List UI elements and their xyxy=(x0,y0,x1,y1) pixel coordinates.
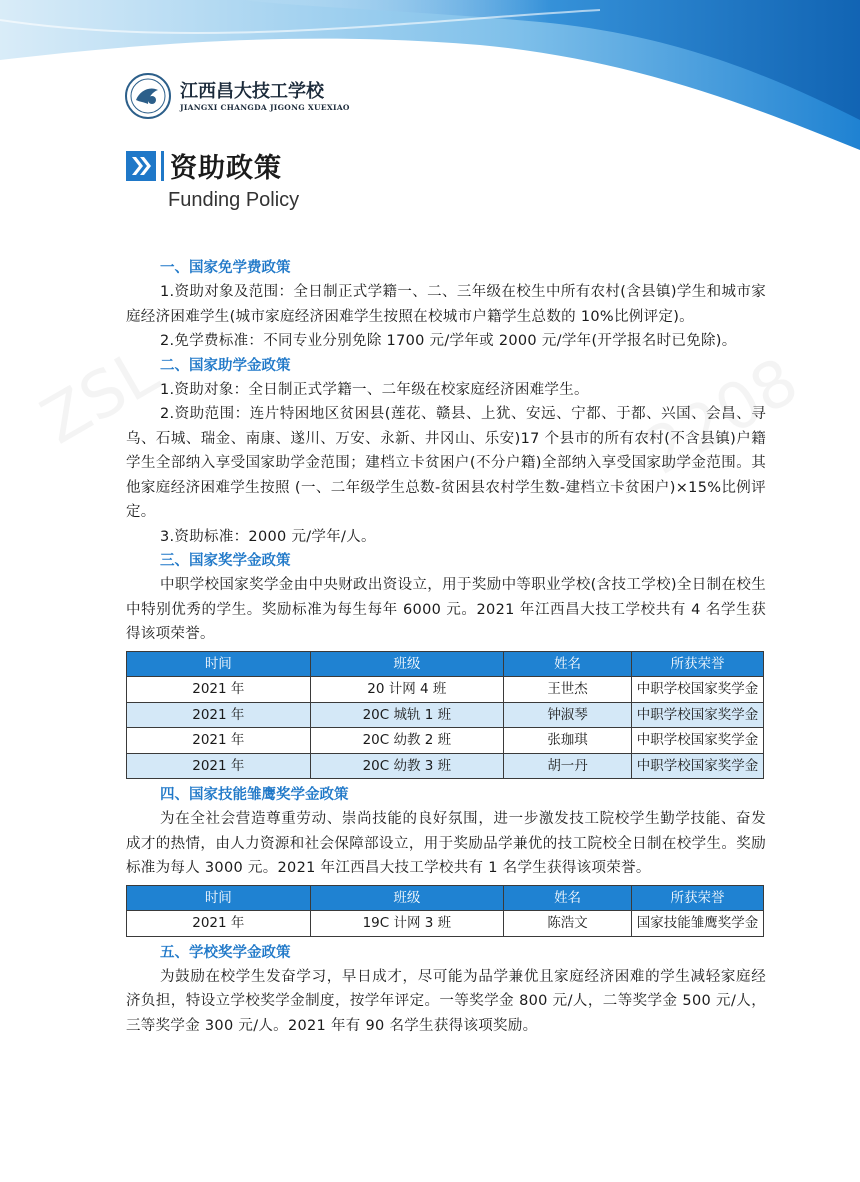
page-subtitle: Funding Policy xyxy=(168,189,300,211)
section-paragraph: 2.资助范围：连片特困地区贫困县(莲花、赣县、上犹、安远、宁都、于都、兴国、会昌、寻乌、石城、瑞金、南康、遂川、万安、永新、井冈山、乐安)17 个县市的所有农村(不含县镇)户籍学生全部纳入享受国家助学金范围；建档立卡贫困户(不分户籍)全部纳入享受国家助学金范围。其他家庭经济困难学生按照 (一、二年级学生总数-贫困县农村学生数-建档立卡贫困户)×15%比例评定。 xyxy=(126,406,766,520)
double-chevron-icon xyxy=(126,151,156,181)
section-paragraph: 为在全社会营造尊重劳动、崇尚技能的良好氛围，进一步激发技工院校学生勤学技能、奋发成才的热情，由人力资源和社会保障部设立，用于奖励品学兼优的技工院校全日制在校学生。奖励标准为每人 3000 元。2021 年江西昌大技工学校共有 1 名学生获得该项荣誉。 xyxy=(126,811,766,876)
table-header-cell: 所获荣誉 xyxy=(632,651,764,677)
section-paragraph: 1.资助对象：全日制正式学籍一、二年级在校家庭经济困难学生。 xyxy=(160,381,589,398)
section-paragraph: 为鼓励在校学生发奋学习，早日成才，尽可能为品学兼优且家庭经济困难的学生减轻家庭经济负担，特设立学校奖学金制度，按学年评定。一等奖学金 800 元/人，二等奖学金 500 元/人，三等奖学金 300 元/人。2021 年有 90 名学生获得该项奖励。 xyxy=(126,968,766,1034)
section-heading: 一、国家免学费政策 xyxy=(160,260,291,276)
table-cell: 20C 幼教 3 班 xyxy=(310,753,503,779)
table-header-cell: 班级 xyxy=(310,651,503,677)
section-heading: 五、学校奖学金政策 xyxy=(160,944,291,961)
section-paragraph: 中职学校国家奖学金由中央财政出资设立，用于奖励中等职业学校(含技工学校)全日制在校生中特别优秀的学生。奖励标准为每生每年 6000 元。2021 年江西昌大技工学校共有 4 名学生获得该项荣誉。 xyxy=(126,577,766,642)
table-header-row xyxy=(127,885,764,911)
table-cell: 中职学校国家奖学金 xyxy=(632,677,764,703)
table-cell: 2021 年 xyxy=(127,728,311,754)
school-logo xyxy=(124,72,350,120)
table-header-cell: 姓名 xyxy=(504,885,632,911)
table-cell: 胡一丹 xyxy=(504,753,632,779)
table-header-row xyxy=(127,651,764,677)
table-row xyxy=(127,911,764,937)
table-cell: 国家技能雏鹰奖学金 xyxy=(632,911,764,937)
table-cell: 中职学校国家奖学金 xyxy=(632,702,764,728)
table-cell: 王世杰 xyxy=(504,677,632,703)
section-paragraph: 3.资助标准：2000 元/学年/人。 xyxy=(160,528,376,545)
policy-content xyxy=(126,256,766,1038)
page-title-block xyxy=(126,146,299,212)
table-header-cell: 时间 xyxy=(127,651,311,677)
skill-scholarship-table xyxy=(126,885,764,937)
table-cell: 20C 城轨 1 班 xyxy=(310,702,503,728)
section-heading: 四、国家技能雏鹰奖学金政策 xyxy=(160,787,349,803)
school-name-en: JIANGXI CHANGDA JIGONG XUEXIAO xyxy=(180,102,350,112)
table-row xyxy=(127,728,764,754)
table-cell: 2021 年 xyxy=(127,702,311,728)
table-header-cell: 时间 xyxy=(127,885,311,911)
table-cell: 陈浩文 xyxy=(504,911,632,937)
section-paragraph: 1.资助对象及范围：全日制正式学籍一、二、三年级在校生中所有农村(含县镇)学生和城市家庭经济困难学生(城市家庭经济困难学生按照在校城市户籍学生总数的 10%比例评定)。 xyxy=(126,284,766,325)
title-divider xyxy=(161,151,164,181)
table-header-cell: 班级 xyxy=(310,885,503,911)
table-cell: 2021 年 xyxy=(127,753,311,779)
section-paragraph: 2.免学费标准：不同专业分别免除 1700 元/学年或 2000 元/学年(开学报名时已免除)。 xyxy=(160,333,737,349)
table-row xyxy=(127,702,764,728)
table-cell: 2021 年 xyxy=(127,911,311,937)
school-name-cn: 江西昌大技工学校 xyxy=(180,80,324,102)
table-cell: 20C 幼教 2 班 xyxy=(310,728,503,754)
table-cell: 张珈琪 xyxy=(504,728,632,754)
table-row xyxy=(127,677,764,703)
table-cell: 中职学校国家奖学金 xyxy=(632,753,764,779)
table-cell: 2021 年 xyxy=(127,677,311,703)
section-heading: 三、国家奖学金政策 xyxy=(160,553,291,569)
table-row xyxy=(127,753,764,779)
page-title: 资助政策 xyxy=(170,153,282,184)
table-header-cell: 姓名 xyxy=(504,651,632,677)
table-cell: 19C 计网 3 班 xyxy=(310,911,503,937)
table-header-cell: 所获荣誉 xyxy=(632,885,764,911)
school-emblem-icon xyxy=(124,72,172,120)
scholarship-table xyxy=(126,651,764,780)
table-cell: 钟淑琴 xyxy=(504,702,632,728)
section-heading: 二、国家助学金政策 xyxy=(160,357,291,374)
table-cell: 20 计网 4 班 xyxy=(310,677,503,703)
table-cell: 中职学校国家奖学金 xyxy=(632,728,764,754)
